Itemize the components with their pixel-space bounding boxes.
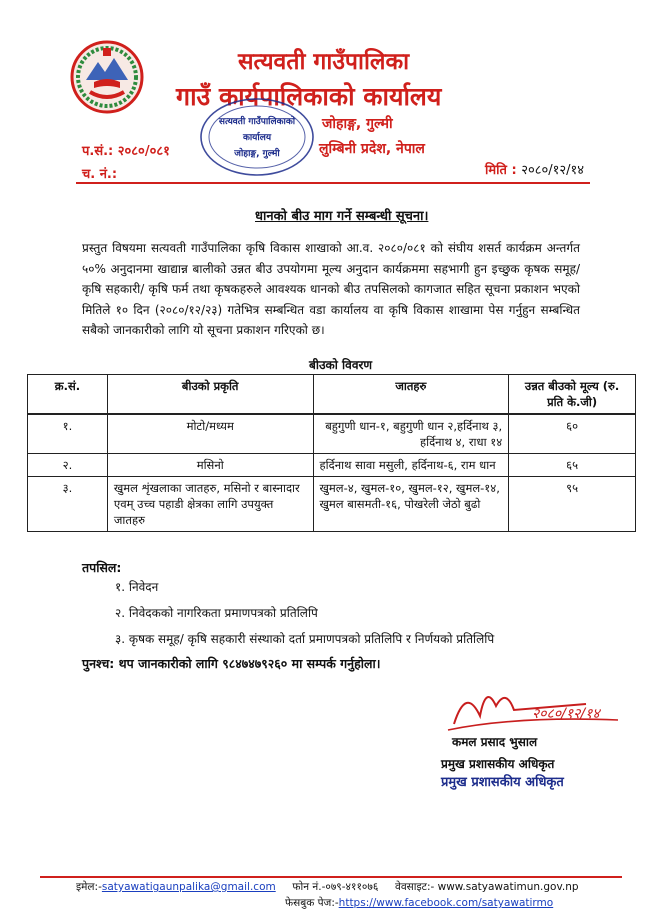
date-field (485, 160, 584, 178)
ref-no-label: प.सं.: (82, 144, 114, 159)
row-varieties: हर्दिनाथ सावा मसुली, हर्दिनाथ-६, राम धान (313, 454, 509, 477)
list-item: १. निवेदन (115, 580, 159, 594)
row-type: मसिनो (107, 454, 313, 477)
signature-date: २०८०/१२/१४ (532, 706, 600, 722)
contact-note: पुनश्च: थप जानकारीको लागि ९८४७४७९२६० मा सम्पर्क गर्नुहोला। (82, 656, 381, 671)
footer-facebook-line (285, 896, 553, 910)
signer-title-stamp: प्रमुख प्रशासकीय अधिकृत (441, 775, 564, 790)
reference-number (82, 141, 170, 159)
table-row (28, 454, 636, 477)
table-row (28, 477, 636, 532)
attachments-title: तपसिल: (82, 560, 122, 575)
row-type: खुमल शृंखलाका जातहरु, मसिनो र बास्नादार एवम् उच्च पहाडी क्षेत्रका लागि उपयुक्त जातहरु (107, 477, 313, 532)
stamp-line-3: जोहाङ्ग, गुल्मी (234, 149, 280, 159)
stamp-line-2: कार्यालय (242, 133, 272, 143)
seed-details-table (27, 374, 636, 532)
signer-name: कमल प्रसाद भुसाल (452, 735, 538, 749)
footer-contact-line (76, 880, 579, 894)
address-line-2: लुम्बिनी प्रदेश, नेपाल (319, 141, 425, 157)
row-sn: ३. (28, 477, 108, 532)
dispatch-number-label: च. नं.: (82, 167, 118, 182)
org-name: सत्यवती गाउँपालिका (238, 49, 410, 75)
handwritten-signature (436, 676, 626, 736)
header-divider (76, 182, 590, 184)
phone-label: फोन नं.- (292, 881, 326, 893)
table-header-row (28, 375, 636, 415)
list-item: ३. कृषक समूह/ कृषि सहकारी संस्थाको दर्ता प्रमाणपत्रको प्रतिलिपि र निर्णयको प्रतिलिपि (115, 632, 495, 646)
attachments-list (115, 574, 494, 652)
office-name: गाउँ कार्यपालिकाको कार्यालय (176, 82, 442, 111)
office-stamp (198, 94, 316, 180)
date-label: मिति : (485, 163, 517, 178)
col-header-sn: क्र.सं. (28, 375, 108, 415)
table-row (28, 414, 636, 454)
row-price: ६५ (509, 454, 636, 477)
website-label: वेवसाइट:- (395, 881, 435, 893)
facebook-label: फेसबुक पेज:- (285, 897, 339, 909)
row-type: मोटो/मध्यम (107, 414, 313, 454)
notice-body: प्रस्तुत विषयमा सत्यवती गाउँपालिका कृषि विकास शाखाको आ.व. २०८०/०८१ को संघीय शसर्त कार्यक्रम अन्तर्गत ५०% अनुदानमा खाद्यान्न बालीको उन्नत बीउ उपयोगमा मूल्य अनुदान कार्यक्रममा सहभागी हुन इच्छुक कृषक समूह/ कृषि सहकारी/ कृषि फर्म तथा कृषकहरुले आवश्यक धानको बीउ तपसिलको कागजात सहित सूचना प्रकाशन भएको मितिले १० दिन (२०८०/१२/२३) गतेभित्र सम्बन्धित वडा कार्यालय वा कृषि विकास शाखामा पेस गर्नुहुन सम्बन्धित सबैको जानकारीको लागि यो सूचना प्रकाशन गरिएको छ। (82, 241, 580, 337)
row-varieties: खुमल-४, खुमल-१०, खुमल-१२, खुमल-१४, खुमल बासमती-१६, पोखरेली जेठो बुढो (313, 477, 509, 532)
facebook-link[interactable]: https://www.facebook.com/satyawatirmo (338, 897, 554, 909)
nepal-emblem-icon (70, 40, 144, 114)
table-caption: बीउको विवरण (309, 358, 373, 372)
col-header-type: बीउको प्रकृति (107, 375, 313, 415)
row-sn: २. (28, 454, 108, 477)
email-link[interactable]: satyawatigaunpalika@gmail.com (101, 881, 276, 893)
footer-divider (40, 876, 622, 878)
email-label: इमेल:- (76, 881, 102, 893)
stamp-line-1: सत्यवती गाउँपालिकाको (218, 117, 296, 127)
col-header-price: उन्नत बीउको मूल्य (रु. प्रति के.जी) (509, 375, 636, 415)
row-varieties: बहुगुणी धान-१, बहुगुणी धान २,हर्दिनाथ ३, हर्दिनाथ ४, राधा १४ (313, 414, 509, 454)
row-sn: १. (28, 414, 108, 454)
address-line-1: जोहाङ्ग, गुल्मी (322, 116, 393, 132)
row-price: ६० (509, 414, 636, 454)
col-header-varieties: जातहरु (313, 375, 509, 415)
row-price: ९५ (509, 477, 636, 532)
phone-value: ०७९-४११०७६ (325, 881, 379, 893)
website-link[interactable]: www.satyawatimun.gov.np (437, 881, 579, 893)
notice-subject: धानको बीउ माग गर्ने सम्बन्धी सूचना। (255, 209, 429, 224)
ref-no-value: २०८०/०८१ (117, 144, 170, 159)
signer-title: प्रमुख प्रशासकीय अधिकृत (441, 757, 555, 771)
date-value: २०८०/१२/१४ (521, 163, 585, 178)
list-item: २. निवेदकको नागरिकता प्रमाणपत्रको प्रतिलिपि (115, 606, 318, 620)
